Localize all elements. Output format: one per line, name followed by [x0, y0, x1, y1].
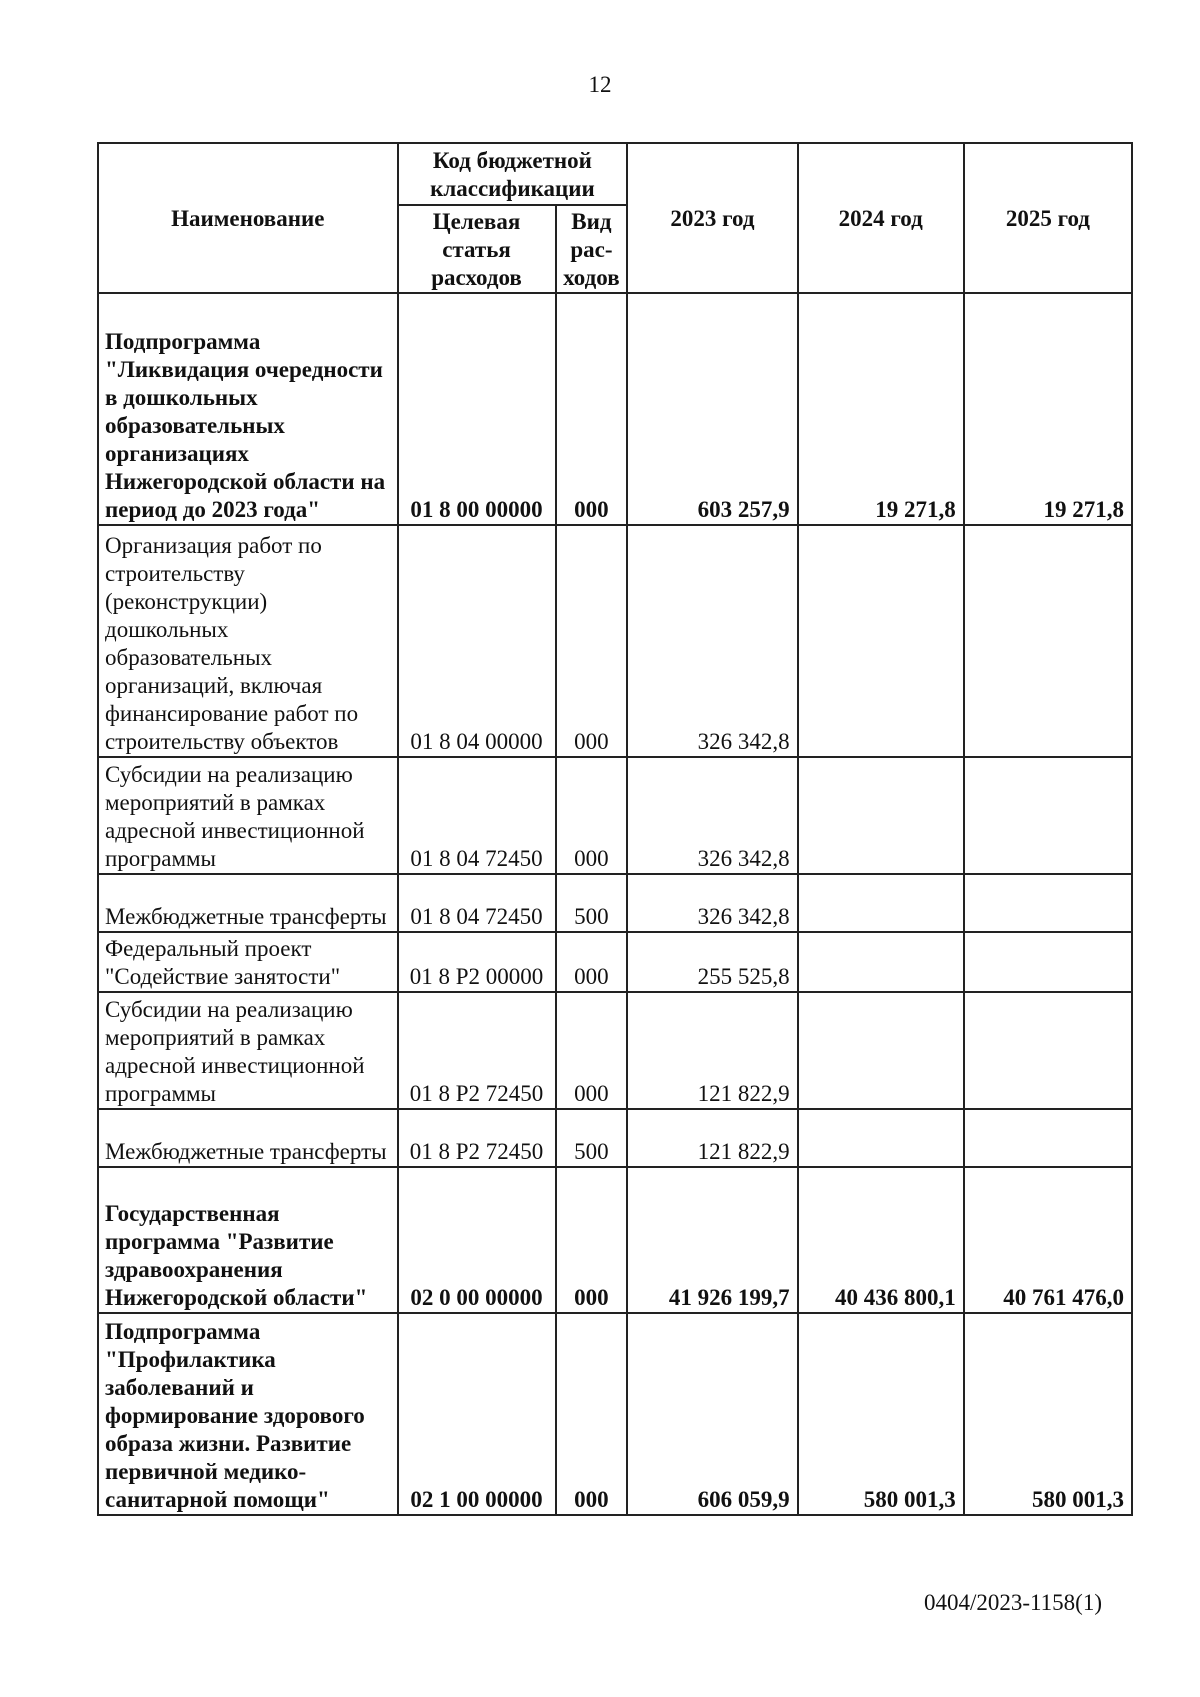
- row-code: 01 8 04 72450: [398, 757, 556, 874]
- row-2025: [964, 757, 1132, 874]
- row-2023: 606 059,9: [627, 1313, 797, 1515]
- header-target-article: Целевая статья расходов: [398, 205, 556, 293]
- row-name: Государственная программа "Развитие здравоохранения Нижегородской области": [98, 1167, 398, 1313]
- table-row: [98, 1313, 1132, 1515]
- row-2024: [798, 757, 964, 874]
- row-code: 01 8 04 00000: [398, 525, 556, 757]
- table-row: [98, 525, 1132, 757]
- row-vid: 500: [556, 1109, 628, 1167]
- row-2024: 19 271,8: [798, 293, 964, 525]
- row-2023: 603 257,9: [627, 293, 797, 525]
- row-name: Межбюджетные трансферты: [98, 874, 398, 932]
- row-vid: 000: [556, 1167, 628, 1313]
- row-2023: 121 822,9: [627, 1109, 797, 1167]
- row-2023: 41 926 199,7: [627, 1167, 797, 1313]
- row-name: Федеральный проект "Содействие занятости": [98, 932, 398, 992]
- row-2025: [964, 874, 1132, 932]
- row-2025: 580 001,3: [964, 1313, 1132, 1515]
- row-2024: [798, 1109, 964, 1167]
- row-2024: [798, 525, 964, 757]
- row-code: 01 8 P2 72450: [398, 1109, 556, 1167]
- row-2023: 326 342,8: [627, 525, 797, 757]
- header-name: Наименование: [98, 143, 398, 293]
- row-2024: [798, 874, 964, 932]
- row-2023: 121 822,9: [627, 992, 797, 1109]
- row-vid: 000: [556, 992, 628, 1109]
- row-vid: 000: [556, 757, 628, 874]
- row-name: Субсидии на реализацию мероприятий в рамках адресной инвестиционной программы: [98, 992, 398, 1109]
- table-row: [98, 757, 1132, 874]
- row-vid: 000: [556, 293, 628, 525]
- table-row: [98, 874, 1132, 932]
- row-name: Субсидии на реализацию мероприятий в рамках адресной инвестиционной программы: [98, 757, 398, 874]
- row-name: Подпрограмма "Ликвидация очередности в дошкольных образовательных организациях Нижегородской области на период до 2023 года": [98, 293, 398, 525]
- header-2024: 2024 год: [798, 143, 964, 293]
- row-vid: 000: [556, 1313, 628, 1515]
- header-2025: 2025 год: [964, 143, 1132, 293]
- table-row: [98, 932, 1132, 992]
- row-2024: [798, 932, 964, 992]
- row-code: 01 8 00 00000: [398, 293, 556, 525]
- table-row: [98, 1109, 1132, 1167]
- table-row: [98, 992, 1132, 1109]
- row-2023: 255 525,8: [627, 932, 797, 992]
- row-2025: [964, 525, 1132, 757]
- row-2023: 326 342,8: [627, 757, 797, 874]
- row-code: 01 8 04 72450: [398, 874, 556, 932]
- document-code: 0404/2023-1158(1): [923, 1590, 1102, 1615]
- row-name: Подпрограмма "Профилактика заболеваний и формирование здорового образа жизни. Развитие первичной медико-санитарной помощи": [98, 1313, 398, 1515]
- row-vid: 000: [556, 932, 628, 992]
- row-2025: 19 271,8: [964, 293, 1132, 525]
- header-budget-code: Код бюджетной классификации: [398, 143, 628, 205]
- row-2025: 40 761 476,0: [964, 1167, 1132, 1313]
- row-code: 01 8 P2 72450: [398, 992, 556, 1109]
- row-2024: 580 001,3: [798, 1313, 964, 1515]
- row-vid: 500: [556, 874, 628, 932]
- row-2023: 326 342,8: [627, 874, 797, 932]
- table-row: [98, 1167, 1132, 1313]
- row-code: 02 1 00 00000: [398, 1313, 556, 1515]
- page-number: 12: [588, 72, 612, 97]
- header-expense-type: Вид рас-ходов: [556, 205, 628, 293]
- row-2024: [798, 992, 964, 1109]
- row-name: Организация работ по строительству (реконструкции) дошкольных образовательных организаций, включая финансирование работ по строительству объектов: [98, 525, 398, 757]
- row-2025: [964, 992, 1132, 1109]
- row-2025: [964, 1109, 1132, 1167]
- budget-table: [97, 142, 1133, 1516]
- row-2024: 40 436 800,1: [798, 1167, 964, 1313]
- table-row: [98, 293, 1132, 525]
- row-code: 02 0 00 00000: [398, 1167, 556, 1313]
- row-vid: 000: [556, 525, 628, 757]
- row-2025: [964, 932, 1132, 992]
- header-2023: 2023 год: [627, 143, 797, 293]
- row-name: Межбюджетные трансферты: [98, 1109, 398, 1167]
- row-code: 01 8 P2 00000: [398, 932, 556, 992]
